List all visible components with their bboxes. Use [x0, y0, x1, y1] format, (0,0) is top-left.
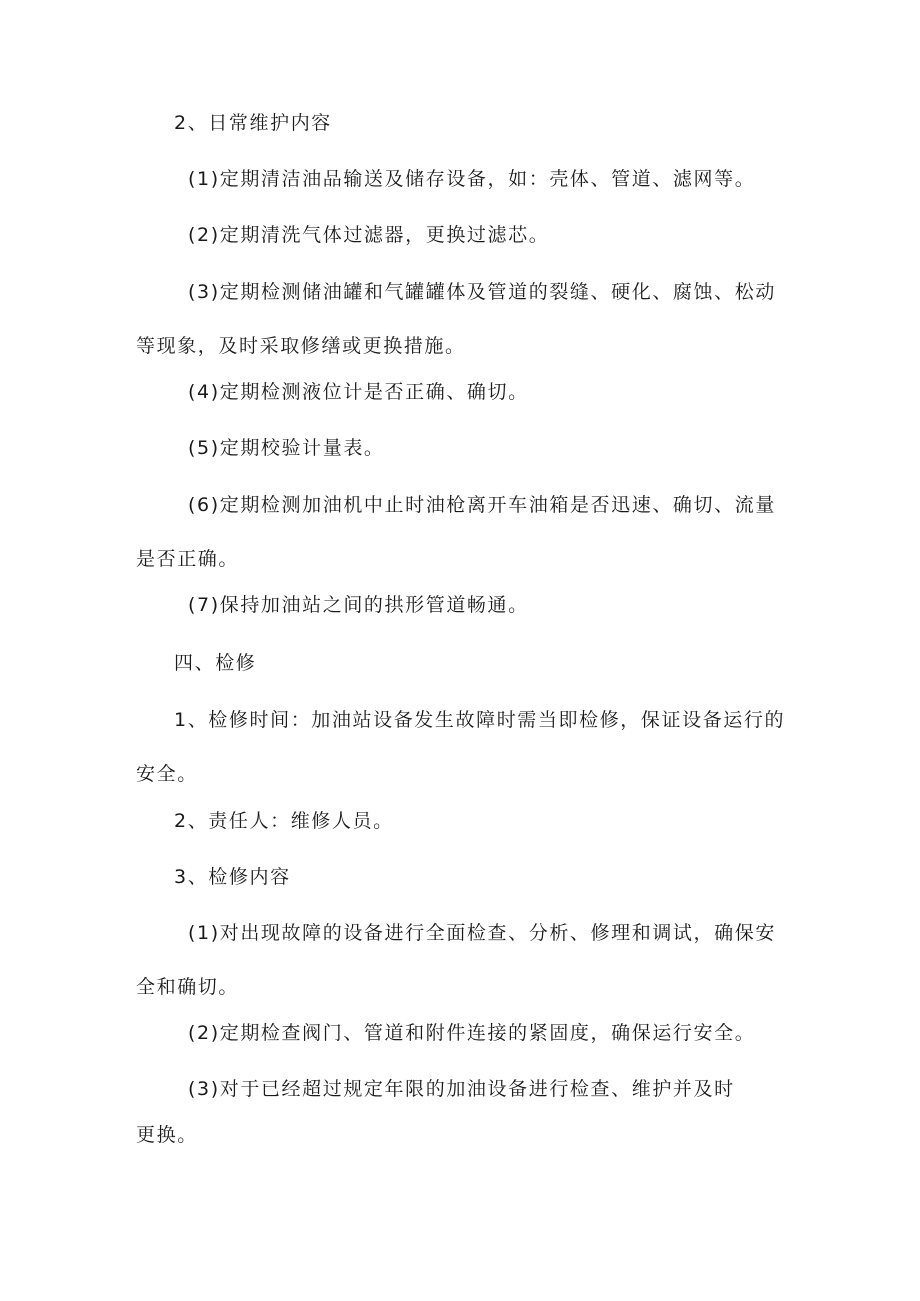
paragraph-repair-item-3-continued: 更换。 — [136, 1124, 198, 1146]
paragraph-repair-time: 1、检修时间：加油站设备发生故障时需当即检修，保证设备运行的安全。 — [136, 709, 786, 785]
paragraph-item-4: (4)定期检测液位计是否正确、确切。 — [188, 381, 529, 403]
paragraph-item-6: (6)定期检测加油机中止时油枪离开车油箱是否迅速、确切、流量是否正确。 — [136, 494, 776, 570]
paragraph-item-2: (2)定期清洗气体过滤器，更换过滤芯。 — [188, 224, 550, 246]
paragraph-item-5: (5)定期校验计量表。 — [188, 437, 385, 459]
paragraph-responsible-person: 2、责任人：维修人员。 — [174, 810, 394, 832]
paragraph-repair-item-3: (3)对于已经超过规定年限的加油设备进行检查、维护并及时 — [188, 1078, 735, 1100]
paragraph-item-3: (3)定期检测储油罐和气罐罐体及管道的裂缝、硬化、腐蚀、松动等现象，及时采取修缮或更换措施。 — [136, 281, 776, 357]
section-heading-repair-content: 3、检修内容 — [174, 866, 291, 888]
paragraph-repair-item-1: (1)对出现故障的设备进行全面检查、分析、修理和调试，确保安全和确切。 — [136, 922, 776, 998]
paragraph-repair-item-2: (2)定期检查阀门、管道和附件连接的紧固度，确保运行安全。 — [188, 1022, 756, 1044]
paragraph-item-7: (7)保持加油站之间的拱形管道畅通。 — [188, 594, 529, 616]
section-heading-repair: 四、检修 — [174, 652, 257, 674]
paragraph-item-1: (1)定期清洁油品输送及储存设备，如：壳体、管道、滤网等。 — [188, 168, 756, 190]
section-heading-daily-maintenance: 2、日常维护内容 — [174, 112, 332, 134]
